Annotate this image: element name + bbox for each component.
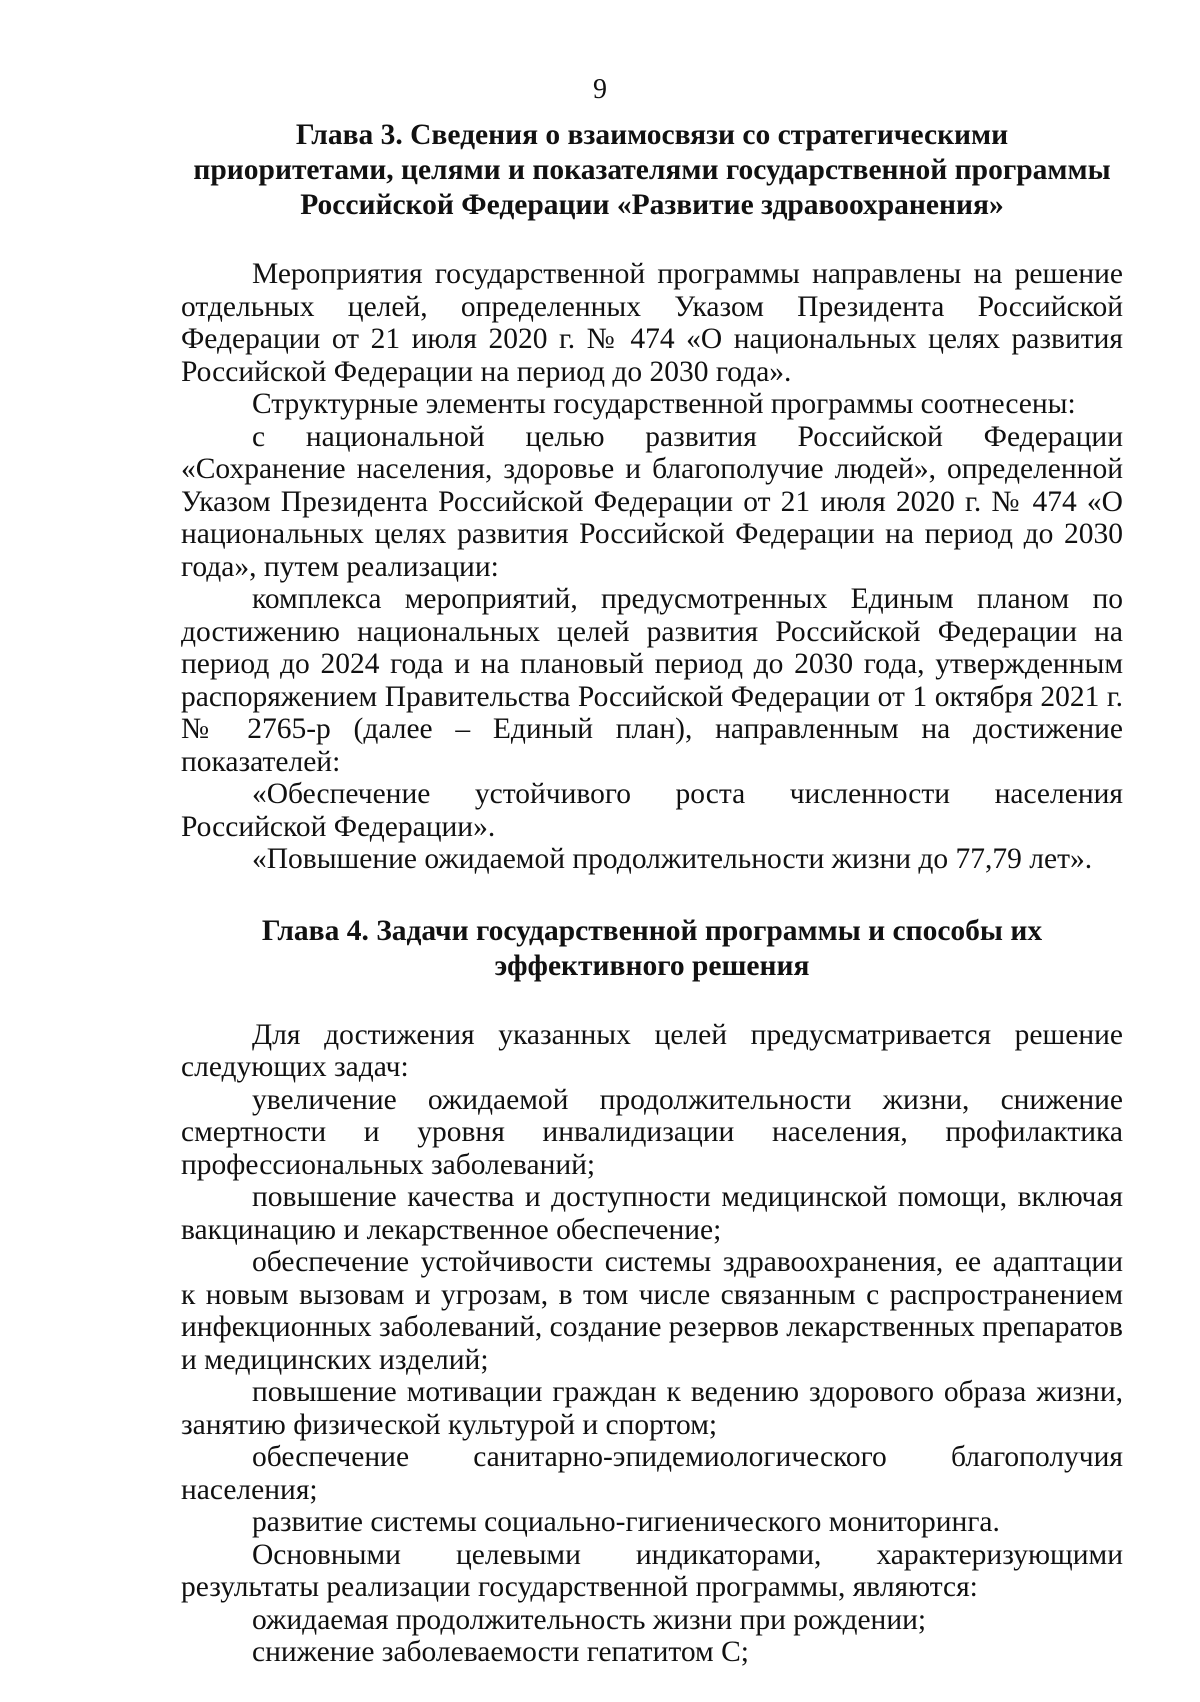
paragraph: повышение мотивации граждан к ведению здорового образа жизни, занятию физической культурой и спортом;: [181, 1376, 1123, 1441]
spacer: [181, 876, 1123, 914]
paragraph: Основными целевыми индикаторами, характеризующими результаты реализации государственной программы, являются:: [181, 1538, 1123, 1603]
page-number: 9: [593, 74, 607, 105]
paragraph: Мероприятия государственной программы направлены на решение отдельных целей, определенных Указом Президента Российской Федерации от 21 июля 2020 г. № 474 «О национальных целях развития Российской Федерации на период до 2030 года».: [181, 258, 1123, 388]
page-content: [181, 118, 1123, 1669]
spacer: [181, 223, 1123, 258]
spacer: [181, 984, 1123, 1019]
paragraph: увеличение ожидаемой продолжительности жизни, снижение смертности и уровня инвалидизации населения, профилактика профессиональных заболеваний;: [181, 1083, 1123, 1181]
paragraph: с национальной целью развития Российской Федерации «Сохранение населения, здоровье и благополучие людей», определенной Указом Президента Российской Федерации от 21 июля 2020 г. № 474 «О национальных целях развития Российской Федерации на период до 2030 года», путем реализации:: [181, 420, 1123, 583]
paragraph: обеспечение устойчивости системы здравоохранения, ее адаптации к новым вызовам и угрозам, в том числе связанным с распространением инфекционных заболеваний, создание резервов лекарственных препаратов и медицинских изделий;: [181, 1246, 1123, 1376]
chapter-4-heading: [181, 914, 1123, 984]
paragraph: снижение заболеваемости гепатитом С;: [252, 1636, 749, 1668]
heading-line: приоритетами, целями и показателями государственной программы: [193, 154, 1111, 186]
chapter-3-body: [181, 258, 1123, 876]
chapter-3-heading: [181, 118, 1123, 223]
paragraph: Для достижения указанных целей предусматривается решение следующих задач:: [181, 1018, 1123, 1083]
heading-line: Российской Федерации «Развитие здравоохранения»: [300, 189, 1004, 221]
heading-line: Глава 4. Задачи государственной программы и способы их: [261, 914, 1043, 947]
paragraph: комплекса мероприятий, предусмотренных Единым планом по достижению национальных целей развития Российской Федерации на период до 2024 года и на плановый период до 2030 года, утвержденным распоряжением Правительства Российской Федерации от 1 октября 2021 г. № 2765-р (далее – Единый план), направленным на достижение показателей:: [181, 583, 1123, 778]
paragraph: развитие системы социально-гигиенического мониторинга.: [252, 1506, 1000, 1538]
paragraph: «Повышение ожидаемой продолжительности жизни до 77,79 лет».: [252, 843, 1093, 875]
paragraph: «Обеспечение устойчивого роста численности населения Российской Федерации».: [181, 778, 1123, 843]
paragraph: обеспечение санитарно-эпидемиологического благополучия населения;: [181, 1441, 1123, 1506]
paragraph: повышение качества и доступности медицинской помощи, включая вакцинацию и лекарственное обеспечение;: [181, 1181, 1123, 1246]
paragraph: Структурные элементы государственной программы соотнесены:: [252, 388, 1076, 420]
heading-line: эффективного решения: [494, 949, 810, 982]
heading-line: Глава 3. Сведения о взаимосвязи со стратегическими: [295, 119, 1009, 151]
chapter-4-body: [181, 1019, 1123, 1669]
paragraph: ожидаемая продолжительность жизни при рождении;: [252, 1603, 927, 1636]
